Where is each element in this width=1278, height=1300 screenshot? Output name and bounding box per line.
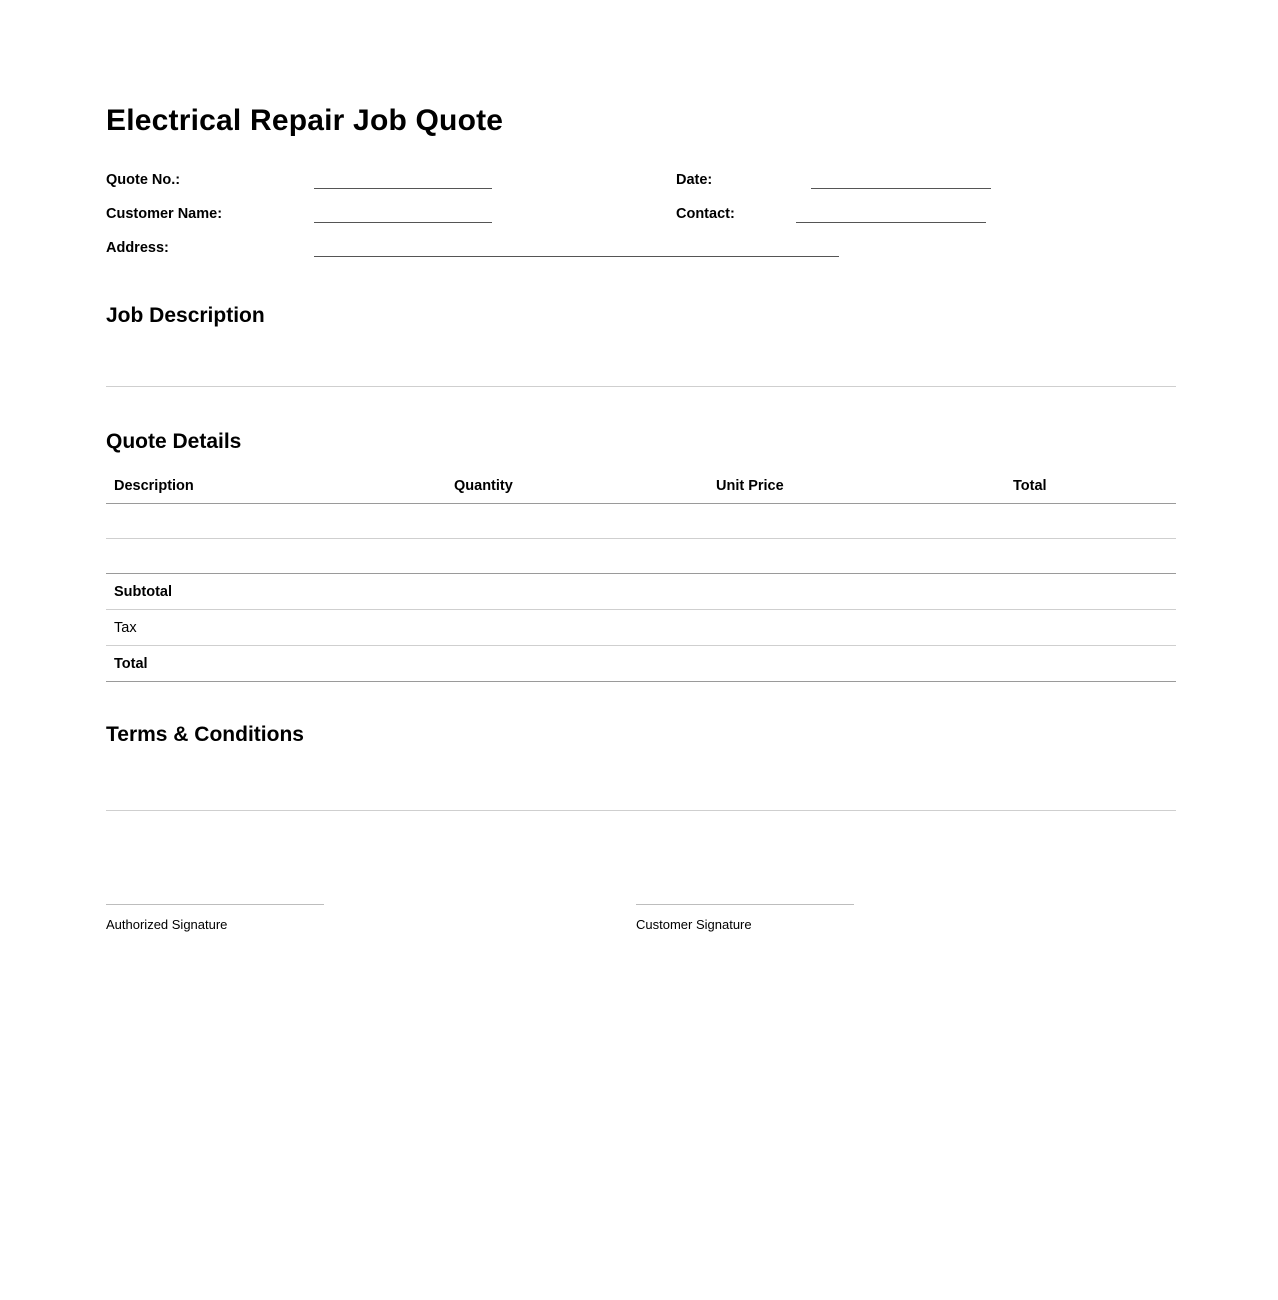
column-header-description: Description — [106, 478, 446, 504]
tax-row — [106, 610, 1176, 646]
customer-signature-block — [636, 903, 1166, 933]
job-description-input[interactable] — [106, 328, 1176, 387]
quote-details-heading: Quote Details — [106, 430, 242, 454]
date-input[interactable] — [811, 172, 991, 189]
total-label: Total — [106, 646, 446, 682]
contact-field — [676, 206, 986, 223]
cell-description[interactable] — [106, 504, 446, 539]
date-field — [676, 172, 991, 189]
column-header-quantity: Quantity — [446, 478, 708, 504]
tax-label: Tax — [106, 610, 446, 646]
meta-row-quote-date — [106, 167, 1176, 189]
total-spacer-quantity — [446, 646, 708, 682]
customer-name-input[interactable] — [314, 206, 492, 223]
total-spacer-unit-price — [708, 646, 1005, 682]
total-row — [106, 646, 1176, 682]
subtotal-spacer-unit-price — [708, 574, 1005, 610]
subtotal-row — [106, 574, 1176, 610]
quote-no-label: Quote No.: — [106, 171, 181, 188]
tax-spacer-unit-price — [708, 610, 1005, 646]
quote-details-table — [106, 478, 1176, 682]
terms-heading: Terms & Conditions — [106, 723, 304, 747]
tax-spacer-quantity — [446, 610, 708, 646]
cell-quantity[interactable] — [446, 539, 708, 574]
cell-total[interactable] — [1005, 504, 1176, 539]
customer-name-field — [106, 206, 676, 223]
authorized-signature-line[interactable] — [106, 903, 324, 905]
address-label: Address: — [106, 239, 169, 256]
total-value[interactable] — [1005, 646, 1176, 682]
contact-label: Contact: — [676, 205, 735, 222]
subtotal-label: Subtotal — [106, 574, 446, 610]
quote-no-input[interactable] — [314, 172, 492, 189]
quote-meta-block — [106, 167, 1176, 257]
cell-description[interactable] — [106, 539, 446, 574]
customer-signature-line[interactable] — [636, 903, 854, 905]
cell-total[interactable] — [1005, 539, 1176, 574]
subtotal-spacer-quantity — [446, 574, 708, 610]
meta-row-address — [106, 235, 1176, 257]
page-title: Electrical Repair Job Quote — [106, 104, 504, 137]
address-field — [106, 240, 839, 257]
cell-unit-price[interactable] — [708, 539, 1005, 574]
date-label: Date: — [676, 171, 713, 188]
terms-input[interactable] — [106, 748, 1176, 811]
tax-value[interactable] — [1005, 610, 1176, 646]
subtotal-value[interactable] — [1005, 574, 1176, 610]
address-input[interactable] — [314, 240, 839, 257]
column-header-total: Total — [1005, 478, 1176, 504]
cell-quantity[interactable] — [446, 504, 708, 539]
table-row[interactable] — [106, 539, 1176, 574]
contact-input[interactable] — [796, 206, 986, 223]
signatures-block — [106, 903, 1176, 933]
column-header-unit-price: Unit Price — [708, 478, 1005, 504]
quote-no-field — [106, 172, 676, 189]
job-description-heading: Job Description — [106, 304, 265, 327]
authorized-signature-block — [106, 903, 636, 933]
authorized-signature-label: Authorized Signature — [106, 916, 228, 932]
customer-signature-label: Customer Signature — [636, 916, 752, 932]
customer-name-label: Customer Name: — [106, 205, 223, 222]
quote-document — [106, 0, 1176, 932]
meta-row-customer-contact — [106, 201, 1176, 223]
table-row[interactable] — [106, 504, 1176, 539]
cell-unit-price[interactable] — [708, 504, 1005, 539]
table-header-row — [106, 478, 1176, 504]
